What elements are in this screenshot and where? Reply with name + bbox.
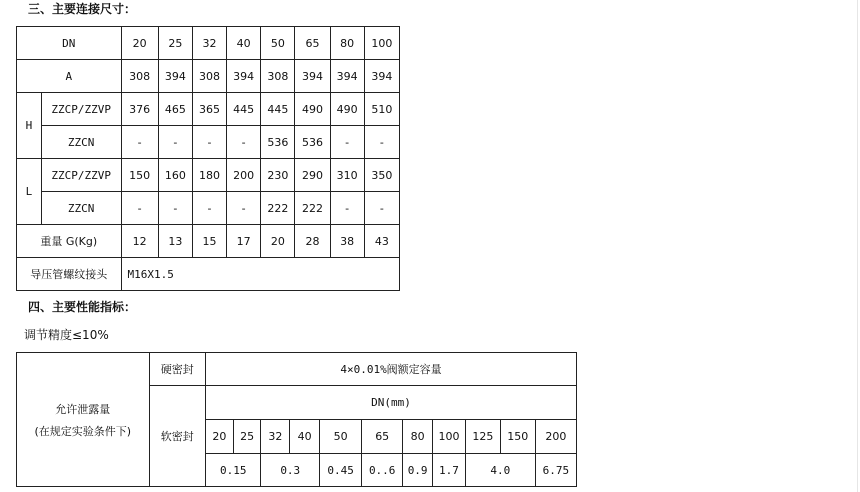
dn-cell: 50 — [320, 420, 362, 454]
h-zzcn-cell: - — [330, 126, 364, 159]
leak-cell: 0.45 — [320, 454, 362, 487]
zzcn-label: ZZCN — [41, 192, 121, 225]
weight-cell: 28 — [295, 225, 330, 258]
h-zzcp-cell: 490 — [330, 93, 364, 126]
a-cell: 394 — [330, 60, 364, 93]
dn-cell: 65 — [295, 27, 330, 60]
leak-cell: 1.7 — [433, 454, 466, 487]
h-zzcn-cell: 536 — [261, 126, 295, 159]
dn-cell: 100 — [433, 420, 466, 454]
weight-cell: 43 — [364, 225, 399, 258]
table-row-l-zzcn — [17, 192, 400, 225]
l-zzcp-cell: 230 — [261, 159, 295, 192]
a-cell: 394 — [364, 60, 399, 93]
h-zzcp-cell: 365 — [192, 93, 226, 126]
leak-cell: 0..6 — [362, 454, 403, 487]
l-zzcn-cell: - — [158, 192, 192, 225]
dn-cell: 65 — [362, 420, 403, 454]
l-zzcn-cell: - — [330, 192, 364, 225]
dn-cell: 25 — [233, 420, 261, 454]
dn-cell: 100 — [364, 27, 399, 60]
connection-dimensions-table — [16, 26, 400, 291]
dn-cell: 80 — [330, 27, 364, 60]
dn-cell: 150 — [500, 420, 535, 454]
soft-seal-label: 软密封 — [149, 386, 206, 487]
table-row-joint — [17, 258, 400, 291]
zzcp-label: ZZCP/ZZVP — [41, 159, 121, 192]
weight-cell: 38 — [330, 225, 364, 258]
leak-cell: 0.15 — [206, 454, 261, 487]
dn-cell: 200 — [535, 420, 576, 454]
weight-cell: 17 — [227, 225, 261, 258]
table-row-weight — [17, 225, 400, 258]
leak-label-line1: 允许泄露量 — [55, 402, 111, 416]
hard-seal-row — [17, 353, 577, 386]
dn-cell: 32 — [192, 27, 226, 60]
l-zzcn-cell: 222 — [295, 192, 330, 225]
dn-cell: 20 — [206, 420, 234, 454]
section-4-heading: 四、主要性能指标： — [28, 300, 137, 314]
h-zzcn-cell: - — [158, 126, 192, 159]
joint-value: M16X1.5 — [121, 258, 399, 291]
l-zzcn-cell: - — [364, 192, 399, 225]
h-zzcn-cell: - — [121, 126, 158, 159]
weight-cell: 15 — [192, 225, 226, 258]
dn-cell: 40 — [227, 27, 261, 60]
a-cell: 308 — [261, 60, 295, 93]
dn-header: DN(mm) — [206, 386, 577, 420]
h-label: H — [17, 93, 42, 159]
weight-cell: 12 — [121, 225, 158, 258]
performance-table — [16, 352, 577, 487]
leak-label — [17, 353, 150, 487]
l-zzcn-cell: - — [121, 192, 158, 225]
dn-cell: 40 — [290, 420, 320, 454]
h-zzcn-cell: 536 — [295, 126, 330, 159]
h-zzcp-cell: 510 — [364, 93, 399, 126]
dn-cell: 32 — [261, 420, 290, 454]
joint-label: 导压管螺纹接头 — [17, 258, 122, 291]
dn-cell: 80 — [403, 420, 433, 454]
leak-label-line2: (在规定实验条件下) — [34, 424, 132, 438]
weight-cell: 20 — [261, 225, 295, 258]
l-zzcp-cell: 350 — [364, 159, 399, 192]
l-label: L — [17, 159, 42, 225]
a-cell: 394 — [295, 60, 330, 93]
table-row-h-zzcn — [17, 126, 400, 159]
dn-cell: 25 — [158, 27, 192, 60]
a-label: A — [17, 60, 122, 93]
table-row-l-zzcp — [17, 159, 400, 192]
h-zzcp-cell: 445 — [261, 93, 295, 126]
l-zzcp-cell: 290 — [295, 159, 330, 192]
weight-cell: 13 — [158, 225, 192, 258]
weight-label: 重量 G(Kg) — [17, 225, 122, 258]
zzcp-label: ZZCP/ZZVP — [41, 93, 121, 126]
h-zzcn-cell: - — [364, 126, 399, 159]
l-zzcn-cell: 222 — [261, 192, 295, 225]
h-zzcn-cell: - — [192, 126, 226, 159]
leak-cell: 0.3 — [261, 454, 320, 487]
precision-note: 调节精度≤10% — [24, 328, 109, 342]
a-cell: 394 — [227, 60, 261, 93]
table-row-a — [17, 60, 400, 93]
l-zzcn-cell: - — [227, 192, 261, 225]
a-cell: 394 — [158, 60, 192, 93]
l-zzcp-cell: 310 — [330, 159, 364, 192]
l-zzcp-cell: 160 — [158, 159, 192, 192]
leak-cell: 0.9 — [403, 454, 433, 487]
h-zzcp-cell: 490 — [295, 93, 330, 126]
dn-label: DN — [17, 27, 122, 60]
l-zzcn-cell: - — [192, 192, 226, 225]
table-row-h-zzcp — [17, 93, 400, 126]
l-zzcp-cell: 200 — [227, 159, 261, 192]
a-cell: 308 — [192, 60, 226, 93]
h-zzcp-cell: 465 — [158, 93, 192, 126]
l-zzcp-cell: 150 — [121, 159, 158, 192]
hard-seal-value: 4×0.01%阀额定容量 — [206, 353, 577, 386]
h-zzcp-cell: 445 — [227, 93, 261, 126]
leak-cell: 4.0 — [465, 454, 535, 487]
section-3-heading: 三、主要连接尺寸： — [28, 2, 137, 16]
dn-cell: 125 — [465, 420, 500, 454]
h-zzcn-cell: - — [227, 126, 261, 159]
table-row-dn — [17, 27, 400, 60]
page-edge — [857, 0, 858, 492]
hard-seal-label: 硬密封 — [149, 353, 206, 386]
zzcn-label: ZZCN — [41, 126, 121, 159]
dn-cell: 50 — [261, 27, 295, 60]
dn-cell: 20 — [121, 27, 158, 60]
leak-cell: 6.75 — [535, 454, 576, 487]
a-cell: 308 — [121, 60, 158, 93]
h-zzcp-cell: 376 — [121, 93, 158, 126]
l-zzcp-cell: 180 — [192, 159, 226, 192]
